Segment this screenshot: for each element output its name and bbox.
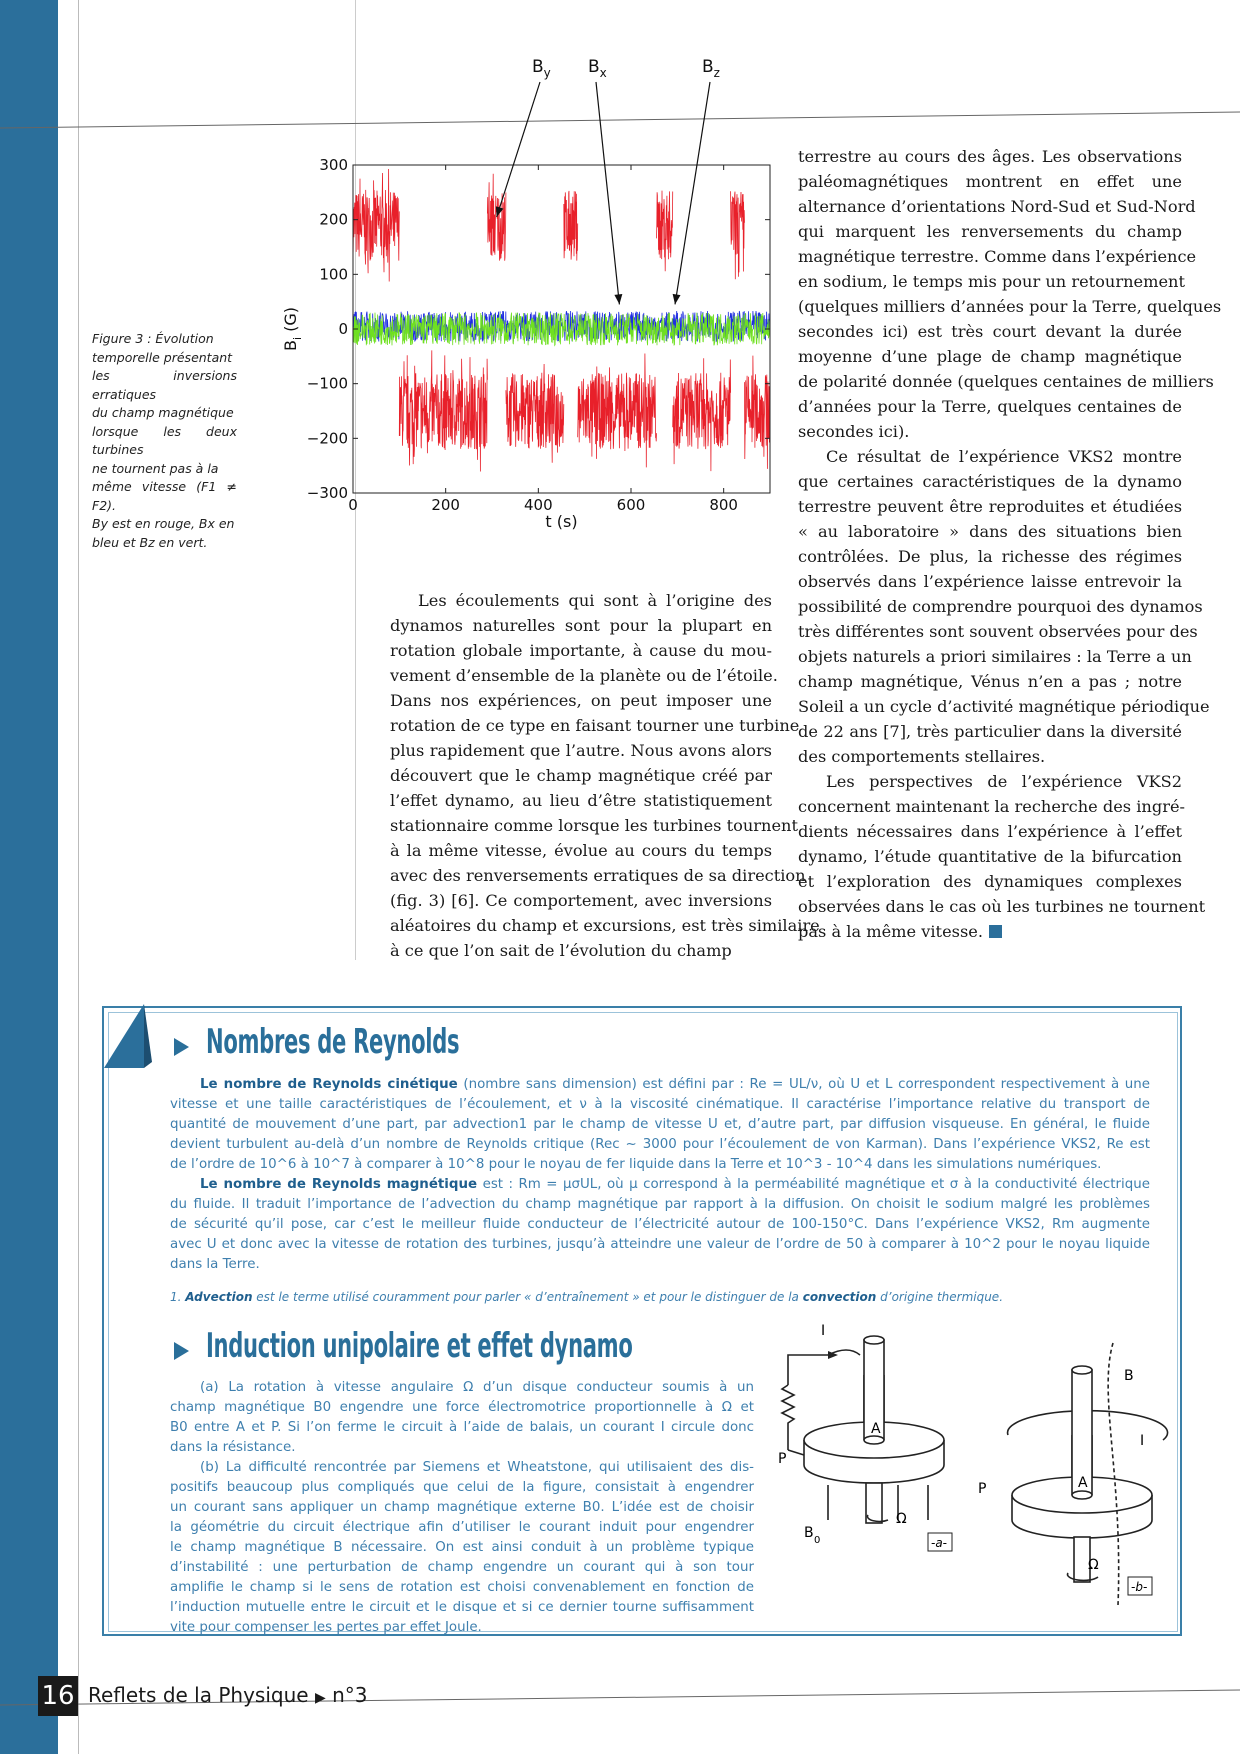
- text-line: terrestre au cours des âges. Les observations: [798, 147, 1182, 166]
- text-line: « au laboratoire » dans des situations bien: [798, 522, 1182, 541]
- series-by-segment: [578, 354, 657, 468]
- label-B0: B: [804, 1525, 814, 1541]
- text-line: rotation de ce type en faisant tourner une turbine: [390, 716, 800, 735]
- text-line: Le nombre de Reynolds cinétique (nombre sans dimension) est défini par : Re = UL/ν, où U et L correspondent respectivement à une: [200, 1077, 1151, 1092]
- text-line: vitesse et une taille caractéristiques de l’écoulement, et ν à la viscosité cinématique. Il caractérise l’importance relative du transport de: [170, 1097, 1150, 1112]
- series-by-segment: [564, 191, 578, 261]
- text-line: secondes ici).: [798, 422, 910, 441]
- annotation-arrow: [596, 82, 619, 304]
- y-axis-label: $B_i$ (G): [281, 306, 304, 351]
- text-line: Les perspectives de l’expérience VKS2: [826, 772, 1182, 791]
- figure-3-chart: [270, 50, 790, 550]
- series-by-segment: [673, 358, 731, 471]
- axle-a-bottom: [866, 1483, 882, 1523]
- caption-line: lorsque les deux turbines: [92, 423, 237, 457]
- caption-line: du champ magnétique: [92, 405, 234, 420]
- text-line: le champ magnétique B nécessaire. On est ainsi conduit à un problème typique: [170, 1540, 754, 1555]
- disc-dynamo-diagram: [768, 1315, 1168, 1615]
- text-line: dynamo, l’étude quantitative de la bifurcation: [798, 847, 1182, 866]
- x-tick-label: 0: [348, 496, 358, 514]
- text-line: de 22 ans [7], très particulier dans la diversité: [798, 722, 1182, 741]
- text-line: Dans nos expériences, on peut imposer une: [390, 691, 772, 710]
- text-line: découvert que le champ magnétique créé par: [390, 766, 772, 785]
- text-line: Le nombre de Reynolds magnétique est : Rm = μσUL, où μ correspond à la perméabilité magnétique et σ à la conductivité électrique: [200, 1177, 1150, 1192]
- y-tick-label: −300: [306, 484, 348, 502]
- text-line: positifs beaucoup plus compliqués que celui de la figure, consistait à engendrer: [170, 1480, 754, 1495]
- text-line: devient turbulent au-delà d’un nombre de Reynolds critique (Rec ~ 3000 pour l’écoulement de von Karman). Dans l’expérience VKS2, Re est: [170, 1137, 1150, 1152]
- label-omega-b: Ω: [1088, 1557, 1099, 1573]
- text-line: que certaines caractéristiques de la dynamo: [798, 472, 1182, 491]
- text-line: un courant sans appliquer un champ magnétique externe B0. L’idée est de choisir: [170, 1500, 754, 1515]
- text-line: magnétique terrestre. Comme dans l’expérience: [798, 247, 1197, 266]
- text-line: (a) La rotation à vitesse angulaire Ω d’un disque conducteur soumis à un: [200, 1380, 754, 1395]
- label-current-b: I: [1140, 1433, 1145, 1449]
- text-line: l’induction mutuelle entre le circuit et le disque et si ce dernier tourne suffisamment: [170, 1600, 754, 1615]
- text-line: possibilité de comprendre pourquoi des dynamos: [798, 597, 1203, 616]
- caption-line: les inversions erratiques: [92, 368, 237, 402]
- section-title-reynolds: Nombres de Reynolds: [206, 1022, 460, 1062]
- issue-number: n°3: [332, 1683, 368, 1707]
- y-tick-label: 200: [319, 210, 348, 229]
- text-line: Soleil a un cycle d’activité magnétique périodique: [798, 697, 1210, 716]
- end-square-icon: [989, 925, 1002, 938]
- text-line: la géométrie du circuit électrique afin d’utiliser le courant induit pour engendrer: [170, 1520, 754, 1535]
- text-line: observées dans le cas où les turbines ne tournent: [798, 897, 1206, 916]
- x-tick-label: 600: [616, 496, 646, 514]
- box-corner-decoration: [100, 1000, 160, 1080]
- figure-3-caption: [92, 330, 237, 552]
- text-line: quantité de mouvement d’une part, par advection1 par le champ de vitesse U et, d’autre part, par diffusion visqueuse. En général, le fluide: [170, 1117, 1150, 1132]
- x-tick-label: 200: [431, 496, 460, 514]
- section-title-induction: Induction unipolaire et effet dynamo: [206, 1326, 633, 1366]
- y-tick-label: −100: [306, 374, 348, 393]
- annotation-arrowhead: [673, 294, 681, 305]
- series-label-Bz: $B_z$: [702, 57, 720, 80]
- text-line: observés dans l’expérience laisse entrevoir la: [798, 572, 1182, 591]
- body-column-left: [390, 588, 820, 963]
- annotation-arrowhead: [614, 294, 622, 304]
- text-line: très différentes sont souvent observées pour des: [798, 622, 1198, 641]
- y-tick-label: 300: [319, 156, 348, 174]
- text-line: avec U et donc avec la vitesse de rotation des turbines, jusqu’à atteindre une valeur de l’ordre de 50 à comparer à 10^2 pour le noyau liquide: [170, 1237, 1150, 1252]
- text-line: moyenne d’une plage de champ magnétique: [798, 347, 1182, 366]
- text-line: paléomagnétiques montrent en effet une: [798, 172, 1182, 191]
- text-line: champ magnétique, Vénus n’en a pas ; notre: [798, 672, 1182, 691]
- label-current-a: I: [821, 1323, 826, 1339]
- y-tick-label: 0: [338, 320, 348, 338]
- footnote: 1. Advection est le terme utilisé couramment pour parler « d’entraînement » et pour le distinguer de la convection d’origine thermique.: [170, 1290, 1004, 1304]
- text-line: (quelques milliers d’années pour la Terre, quelques: [798, 297, 1222, 316]
- circuit-wire: [788, 1350, 860, 1385]
- footnote-advection: Advection: [185, 1290, 253, 1304]
- text-line: amplifie le champ si le sens de rotation est choisi convenablement en fonction de: [170, 1580, 754, 1595]
- annotation-arrow: [497, 82, 540, 217]
- series-by-segment: [731, 191, 745, 279]
- body-column-right: [798, 144, 1222, 944]
- label-panel-a: -a-: [931, 1536, 948, 1550]
- y-tick-label: 100: [319, 265, 348, 284]
- footer-journal: [88, 1683, 367, 1707]
- text-line: (b) La difficulté rencontrée par Siemens et Wheatstone, qui utilisaient des dis-: [200, 1460, 754, 1475]
- series-by-segment: [353, 169, 399, 282]
- text-line: dients nécessaires dans l’expérience à l’effet: [798, 822, 1182, 841]
- text-line: objets naturels a priori similaires : la Terre a un: [798, 647, 1192, 666]
- text-line: stationnaire comme lorsque les turbines tournent: [390, 816, 798, 835]
- text-line: plus rapidement que l’autre. Nous avons alors: [390, 741, 772, 760]
- text-line: secondes ici) est très court devant la durée: [798, 322, 1182, 341]
- text-line: concernent maintenant la recherche des ingré-: [798, 797, 1186, 816]
- text-line: des comportements stellaires.: [798, 747, 1046, 766]
- text-line: aléatoires du champ et excursions, est très similaire: [390, 916, 820, 935]
- label-omega-a: Ω: [896, 1511, 907, 1527]
- field-line-b: [1108, 1343, 1119, 1605]
- text-line: à la même vitesse, évolue au cours du temps: [390, 841, 772, 860]
- text-line: alternance d’orientations Nord-Sud et Sud-Nord: [798, 197, 1196, 216]
- caption-line: ne tournent pas à la: [92, 460, 219, 476]
- text-line: contrôlées. De plus, la richesse des régimes: [798, 547, 1182, 566]
- series-label-By: $B_y$: [532, 57, 551, 80]
- text-line: d’années pour la Terre, quelques centaines de: [798, 397, 1182, 416]
- label-B0-sub: 0: [814, 1535, 821, 1546]
- text-line: de sécurité qu’il pose, car c’est le meilleur fluide conducteur de l’électricité autour de 100-150°C. Dans l’expérience VKS2, Rm augmente: [170, 1217, 1150, 1232]
- resistor-icon: [782, 1385, 794, 1450]
- section-triangle-icon: [174, 1342, 189, 1360]
- text-line: et l’exploration des dynamiques complexes: [798, 872, 1182, 891]
- label-panel-b: -b-: [1131, 1580, 1148, 1594]
- section-triangle-icon: [174, 1038, 189, 1056]
- annotation-arrow: [675, 82, 710, 304]
- page-number: 16: [38, 1676, 78, 1716]
- x-tick-label: 800: [709, 496, 738, 514]
- text-line: de l’ordre de 10^6 à 10^7 à comparer à 10^8 pour le noyau de fer liquide dans la Terre et 10^3 - 10^4 dans les simulations numériques.: [170, 1157, 1102, 1172]
- footnote-convection: convection: [802, 1290, 877, 1304]
- text-line: vite pour compenser les pertes par effet Joule.: [170, 1620, 482, 1635]
- text-line: pas à la même vitesse.: [798, 922, 983, 941]
- text-line: dans la Terre.: [170, 1257, 260, 1272]
- text-line: Ce résultat de l’expérience VKS2 montre: [826, 447, 1182, 466]
- series-by-segment: [487, 174, 506, 261]
- series-by-segment: [657, 191, 673, 272]
- caption-line: même vitesse (F1 ≠ F2).: [92, 479, 237, 513]
- text-line: d’instabilité : une perturbation de champ engendre un courant qui à son tour: [170, 1560, 754, 1575]
- x-axis-label: t (s): [545, 512, 578, 531]
- text-line: champ magnétique B0 engendre une force électromotrice proportionnelle à Ω et: [170, 1400, 754, 1415]
- caption-line: Figure 3 : Évolution: [92, 331, 214, 346]
- series-label-Bx: $B_x$: [588, 57, 607, 80]
- text-line: (fig. 3) [6]. Ce comportement, avec inversions: [390, 891, 772, 910]
- text-line: l’effet dynamo, au lieu d’être statistiquement: [390, 791, 772, 810]
- caption-line: bleu et Bz en vert.: [92, 534, 208, 550]
- label-P-b: P: [978, 1481, 987, 1497]
- series-by-segment: [399, 350, 487, 471]
- journal-title: Reflets de la Physique: [88, 1683, 309, 1707]
- text-line: dans la résistance.: [170, 1440, 296, 1455]
- y-tick-label: −200: [306, 429, 348, 448]
- text-line: à ce que l’on sait de l’évolution du champ: [390, 941, 732, 960]
- text-line: du fluide. Il traduit l’importance de l’advection du champ magnétique par rapport à la diffusion. On choisit le sodium malgré les problèmes: [170, 1197, 1150, 1212]
- text-line: vement d’ensemble de la planète ou de l’étoile.: [390, 666, 778, 685]
- text-line: qui marquent les renversements du champ: [798, 222, 1182, 241]
- text-line: de polarité donnée (quelques centaines de milliers: [798, 372, 1214, 391]
- label-A-b: A: [1078, 1475, 1088, 1491]
- label-A-a: A: [871, 1421, 881, 1437]
- text-line: terrestre peuvent être reproduites et étudiées: [798, 497, 1182, 516]
- induction-text: [170, 1378, 754, 1638]
- text-line: B0 entre A et P. Si l’on ferme le circuit à l’aide de balais, un courant I circule donc: [170, 1420, 754, 1435]
- text-line: en sodium, le temps mis pour un retournement: [798, 272, 1185, 291]
- caption-line: By est en rouge, Bx en: [92, 516, 235, 531]
- text-line: avec des renversements erratiques de sa direction: [390, 866, 806, 885]
- series-by-segment: [745, 356, 771, 469]
- text-line: dynamos naturelles sont pour la plupart en: [390, 616, 772, 635]
- chevron-right-icon: ▶: [314, 1690, 326, 1706]
- text-line: Les écoulements qui sont à l’origine des: [418, 591, 772, 610]
- label-B-b: B: [1124, 1368, 1134, 1384]
- reynolds-text: [170, 1075, 1150, 1275]
- text-line: rotation globale importante, à cause du mou-: [390, 641, 772, 660]
- x-tick-label: 400: [524, 496, 553, 514]
- caption-line: temporelle présentant: [92, 349, 233, 365]
- series-by-segment: [506, 364, 564, 463]
- label-P-a: P: [778, 1451, 787, 1467]
